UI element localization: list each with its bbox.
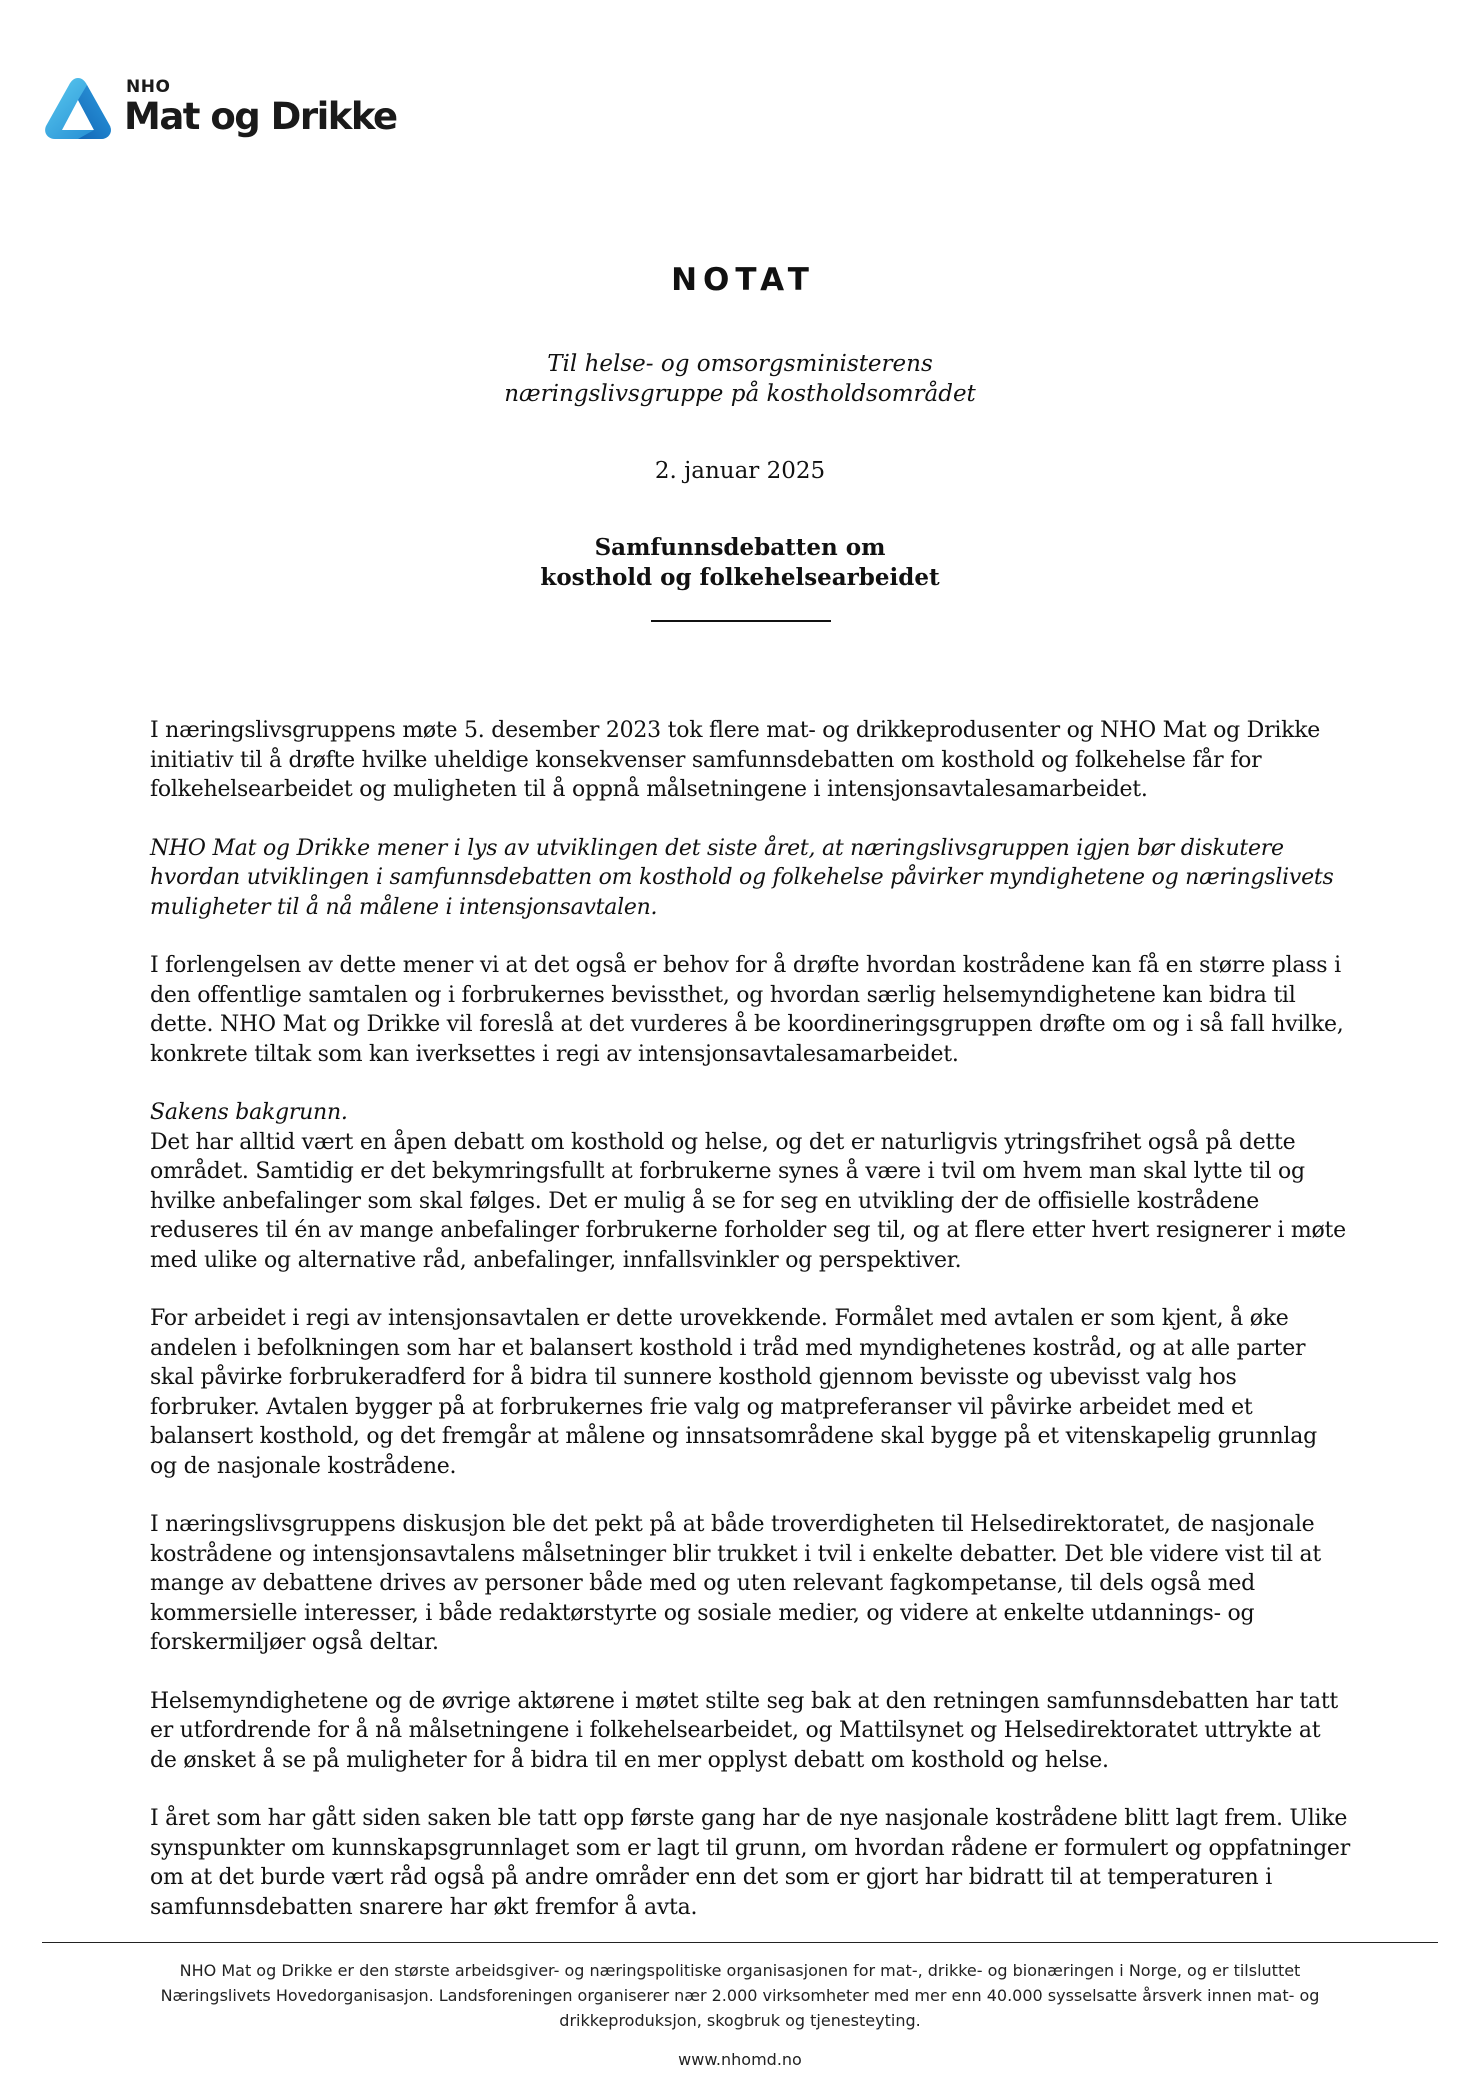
- subject-line-2: kosthold og folkehelsearbeidet: [540, 564, 940, 591]
- recipient-line-2: næringslivsgruppe på kostholdsområdet: [504, 381, 976, 407]
- recipient-block: [0, 349, 1480, 409]
- company-logo: [44, 68, 397, 148]
- subject-line-1: Samfunnsdebatten om: [594, 534, 886, 561]
- logo-name-text: Mat og Drikke: [124, 94, 397, 138]
- footer-line-3: drikkeproduksjon, skogbruk og tjenesteyting.: [559, 2011, 921, 2030]
- footer-line-2: Næringslivets Hovedorganisasjon. Landsforeningen organiserer nær 2.000 virksomheter med mer enn 40.000 sysselsatte årsverk innen mat- og: [160, 1986, 1320, 2005]
- document-body: [150, 716, 1350, 1951]
- logo-nho-text: NHO: [126, 76, 171, 97]
- logo-wordmark: [124, 76, 397, 138]
- footer-divider: [42, 1942, 1438, 1943]
- document-title: NOTAT: [671, 262, 815, 298]
- page-footer: [40, 1958, 1440, 2072]
- paragraph-8: I året som har gått siden saken ble tatt opp første gang har de nye nasjonale kostrådene blitt lagt frem. Ulike synspunkter om kunnskapsgrunnlaget som er lagt til grunn, om hvordan rådene er formulert og oppfatninger om at det burde vært råd også på andre områder enn det som er gjort har bidratt til at temperaturen i samfunnsdebatten snarere har økt fremfor å avta.: [150, 1806, 1350, 1920]
- subject-divider: [651, 620, 831, 622]
- document-date: 2. januar 2025: [654, 458, 826, 484]
- paragraph-6: I næringslivsgruppens diskusjon ble det pekt på at både troverdigheten til Helsedirektoratet, de nasjonale kostrådene og intensjonsavtalens målsetninger blir trukket i tvil i enkelte debatter. Det ble videre vist til at mange av debattene drives av personer både med og uten relevant fagkompetanse, til dels også med kommersielle interesser, i både redaktørstyrte og sosiale medier, og videre at enkelte utdannings- og forskermiljøer også deltar.: [150, 1512, 1321, 1655]
- paragraph-2: NHO Mat og Drikke mener i lys av utviklingen det siste året, at næringslivsgruppen igjen bør diskutere hvordan utviklingen i samfunnsdebatten om kosthold og folkehelse påvirker myndighetene og næringslivets muligheter til å nå målene i intensjonsavtalen.: [150, 835, 1334, 920]
- paragraph-1: I næringslivsgruppens møte 5. desember 2023 tok flere mat- og drikkeprodusenter og NHO Mat og Drikke initiativ til å drøfte hvilke uheldige konsekvenser samfunnsdebatten om kosthold og folkehelse får for folkehelsearbeidet og muligheten til å oppnå målsetningene i intensjonsavtalesamarbeidet.: [150, 718, 1321, 802]
- footer-line-1: NHO Mat og Drikke er den største arbeidsgiver- og næringspolitiske organisasjonen for mat-, drikke- og bionæringen i Norge, og er tilsluttet: [179, 1961, 1301, 1980]
- section-heading-background: Sakens bakgrunn.: [150, 1100, 348, 1125]
- paragraph-5: For arbeidet i regi av intensjonsavtalen er dette urovekkende. Formålet med avtalen er som kjent, å øke andelen i befolkningen som har et balansert kosthold i tråd med myndighetenes kostråd, og at alle parter skal påvirke forbrukeradferd for å bidra til sunnere kosthold gjennom bevisste og ubevisst valg hos forbruker. Avtalen bygger på at forbrukernes frie valg og matpreferanser vil påvirke arbeidet med et balansert kosthold, og det fremgår at målene og innsatsområdene skal bygge på et vitenskapelig grunnlag og de nasjonale kostrådene.: [150, 1306, 1317, 1479]
- subject-block: [0, 533, 1480, 593]
- logo-mark-icon: [44, 76, 112, 140]
- paragraph-4: Det har alltid vært en åpen debatt om kosthold og helse, og det er naturligvis ytringsfrihet også på dette området. Samtidig er det bekymringsfullt at forbrukerne synes å være i tvil om hvem man skal lytte til og hvilke anbefalinger som skal følges. Det er mulig å se for seg en utvikling der de offisielle kostrådene reduseres til én av mange anbefalinger forbrukerne forholder seg til, og at flere etter hvert resignerer i møte med ulike og alternative råd, anbefalinger, innfallsvinkler og perspektiver.: [150, 1129, 1346, 1273]
- paragraph-3: I forlengelsen av dette mener vi at det også er behov for å drøfte hvordan kostrådene kan få en større plass i den offentlige samtalen og i forbrukernes bevissthet, og hvordan særlig helsemyndighetene kan bidra til dette. NHO Mat og Drikke vil foreslå at det vurderes å be koordineringsgruppen drøfte om og i så fall hvilke, konkrete tiltak som kan iverksettes i regi av intensjonsavtalesamarbeidet.: [150, 953, 1344, 1067]
- paragraph-7: Helsemyndighetene og de øvrige aktørene i møtet stilte seg bak at den retningen samfunnsdebatten har tatt er utfordrende for å nå målsetningene i folkehelsearbeidet, og Mattilsynet og Helsedirektoratet uttrykte at de ønsket å se på muligheter for å bidra til en mer opplyst debatt om kosthold og helse.: [150, 1688, 1339, 1773]
- recipient-line-1: Til helse- og omsorgsministerens: [547, 351, 933, 377]
- footer-website-link[interactable]: www.nhomd.no: [678, 2050, 802, 2069]
